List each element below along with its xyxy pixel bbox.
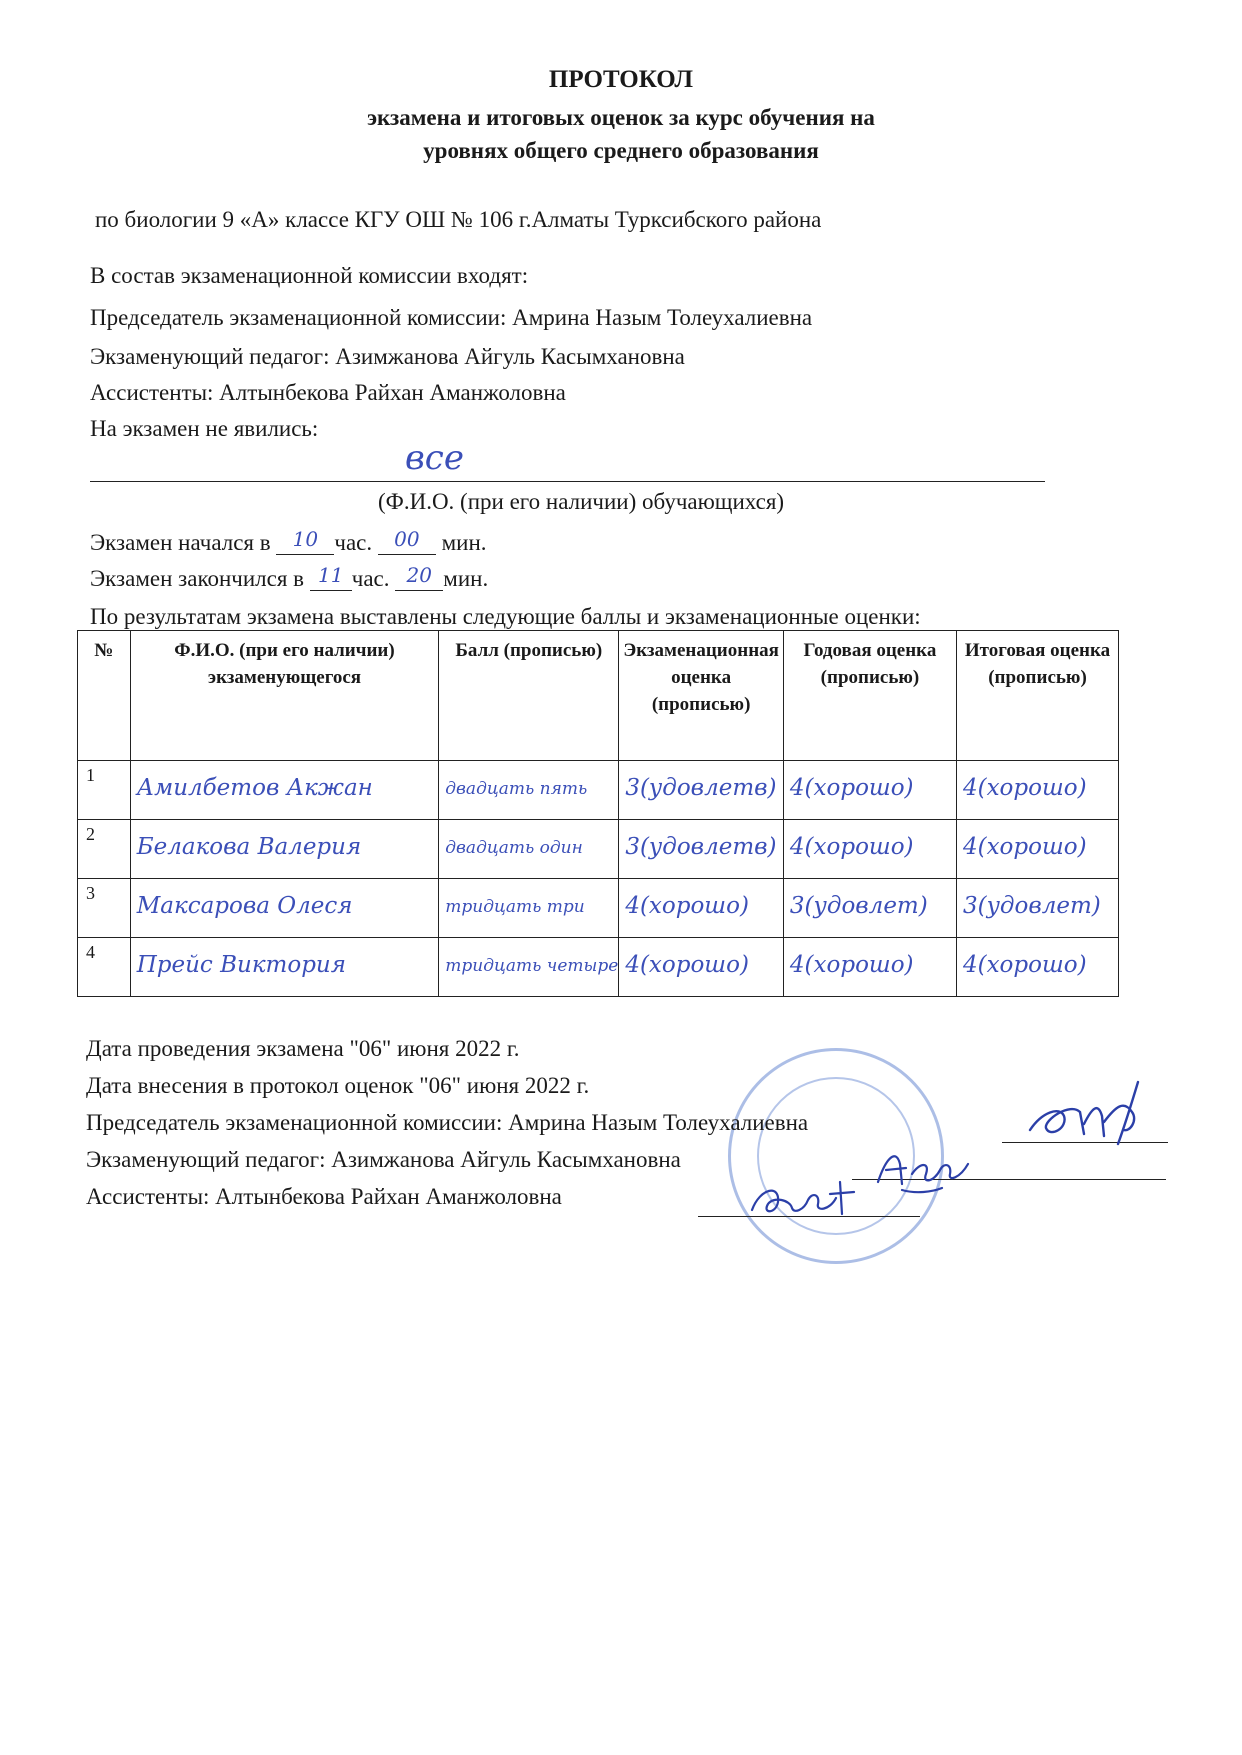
exam-grade-cell <box>619 820 784 879</box>
student-name-cell <box>130 820 439 879</box>
score-words: двадцать пять <box>445 779 588 799</box>
absent-label: На экзамен не явились: <box>90 416 319 441</box>
absent-caption: (Ф.И.О. (при его наличии) обучающихся) <box>378 489 785 514</box>
footer-chairman: Председатель экзаменационной комиссии: Амрина Назым Толеухалиевна <box>86 1110 809 1135</box>
annual-grade: 4(хорошо) <box>789 952 914 978</box>
exam-grade-cell <box>619 879 784 938</box>
exam-start-minute-blank <box>378 527 436 555</box>
exam-date: Дата проведения экзамена "06" июня 2022 г. <box>86 1036 520 1061</box>
score-cell <box>439 938 619 997</box>
absent-value-handwritten: все <box>405 438 464 478</box>
exam-start-prefix: Экзамен начался в <box>90 530 271 555</box>
document-subtitle-line1: экзамена и итоговых оценок за курс обучения на <box>367 105 875 130</box>
exam-grade: 4(хорошо) <box>625 893 749 919</box>
exam-start-hour-blank <box>276 527 334 555</box>
document-subtitle-line2: уровнях общего среднего образования <box>423 138 819 163</box>
student-name: Прейс Виктория <box>136 952 346 978</box>
results-table <box>77 630 1119 997</box>
commission-chairman: Председатель экзаменационной комиссии: Амрина Назым Толеухалиевна <box>90 305 813 330</box>
exam-start-minute: 00 <box>394 527 420 551</box>
annual-grade: 4(хорошо) <box>789 834 914 860</box>
exam-start-hour-suffix: час. <box>334 530 373 555</box>
exam-end-prefix: Экзамен закончился в <box>90 566 305 591</box>
row-number: 2 <box>78 820 131 879</box>
annual-grade: 4(хорошо) <box>789 775 914 801</box>
exam-end-hour-blank <box>310 563 352 591</box>
row-number: 1 <box>78 761 131 820</box>
exam-start-hour: 10 <box>292 527 319 551</box>
final-grade: 4(хорошо) <box>962 775 1087 801</box>
entry-date: Дата внесения в протокол оценок "06" июня 2022 г. <box>86 1073 590 1098</box>
table-row <box>78 820 1119 879</box>
student-name-cell <box>130 761 439 820</box>
student-name: Белакова Валерия <box>136 834 362 860</box>
annual-grade: 3(удовлет) <box>789 893 928 919</box>
header-name: Ф.И.О. (при его наличии) экзаменующегося <box>130 631 439 761</box>
commission-assistants: Ассистенты: Алтынбекова Райхан Аманжоловна <box>90 380 566 405</box>
header-annual-grade: Годовая оценка (прописью) <box>783 631 956 761</box>
annual-grade-cell <box>783 879 956 938</box>
final-grade-cell <box>956 820 1118 879</box>
header-score: Балл (прописью) <box>439 631 619 761</box>
results-intro: По результатам экзамена выставлены следующие баллы и экзаменационные оценки: <box>90 604 921 629</box>
exam-grade: 3(удовлетв) <box>625 834 777 860</box>
final-grade: 4(хорошо) <box>962 834 1087 860</box>
table-row <box>78 761 1119 820</box>
student-name-cell <box>130 938 439 997</box>
score-words: тридцать четыре <box>445 956 619 976</box>
student-name: Максарова Олеся <box>136 893 353 919</box>
student-name-cell <box>130 879 439 938</box>
header-exam-grade: Экзаменационная оценка (прописью) <box>619 631 784 761</box>
final-grade-cell <box>956 761 1118 820</box>
absent-underline <box>90 481 1045 482</box>
exam-start-line <box>90 527 487 556</box>
score-words: двадцать один <box>445 838 583 858</box>
header-number: № <box>78 631 131 761</box>
examiner-signature <box>872 1138 982 1196</box>
exam-grade: 3(удовлетв) <box>625 775 777 801</box>
assistants-signature <box>744 1174 864 1224</box>
header-final-grade: Итоговая оценка (прописью) <box>956 631 1118 761</box>
footer-assistants: Ассистенты: Алтынбекова Райхан Аманжоловна <box>86 1184 562 1209</box>
exam-end-minute: 20 <box>406 563 432 587</box>
exam-end-minute-suffix: мин. <box>443 566 489 591</box>
score-cell <box>439 879 619 938</box>
subject-line: по биологии 9 «А» классе КГУ ОШ № 106 г.Алматы Турксибского района <box>95 207 822 232</box>
exam-start-minute-suffix: мин. <box>441 530 487 555</box>
table-row <box>78 938 1119 997</box>
annual-grade-cell <box>783 938 956 997</box>
exam-grade-cell <box>619 938 784 997</box>
row-number: 3 <box>78 879 131 938</box>
exam-end-hour: 11 <box>318 563 344 587</box>
score-cell <box>439 761 619 820</box>
annual-grade-cell <box>783 761 956 820</box>
chairman-signature <box>1020 1072 1170 1152</box>
exam-end-line <box>90 563 489 592</box>
exam-grade: 4(хорошо) <box>625 952 749 978</box>
table-row <box>78 879 1119 938</box>
exam-grade-cell <box>619 761 784 820</box>
document-title: ПРОТОКОЛ <box>548 66 694 93</box>
score-words: тридцать три <box>445 897 585 917</box>
score-cell <box>439 820 619 879</box>
footer-examiner: Экзаменующий педагог: Азимжанова Айгуль Касымхановна <box>86 1147 681 1172</box>
commission-intro: В состав экзаменационной комиссии входят: <box>90 263 529 288</box>
final-grade: 4(хорошо) <box>962 952 1087 978</box>
final-grade-cell <box>956 879 1118 938</box>
student-name: Амилбетов Акжан <box>136 775 373 801</box>
row-number: 4 <box>78 938 131 997</box>
commission-examiner: Экзаменующий педагог: Азимжанова Айгуль Касымхановна <box>90 344 685 369</box>
annual-grade-cell <box>783 820 956 879</box>
final-grade-cell <box>956 938 1118 997</box>
exam-end-minute-blank <box>395 563 443 591</box>
exam-end-hour-suffix: час. <box>351 566 390 591</box>
final-grade: 3(удовлет) <box>962 893 1101 919</box>
